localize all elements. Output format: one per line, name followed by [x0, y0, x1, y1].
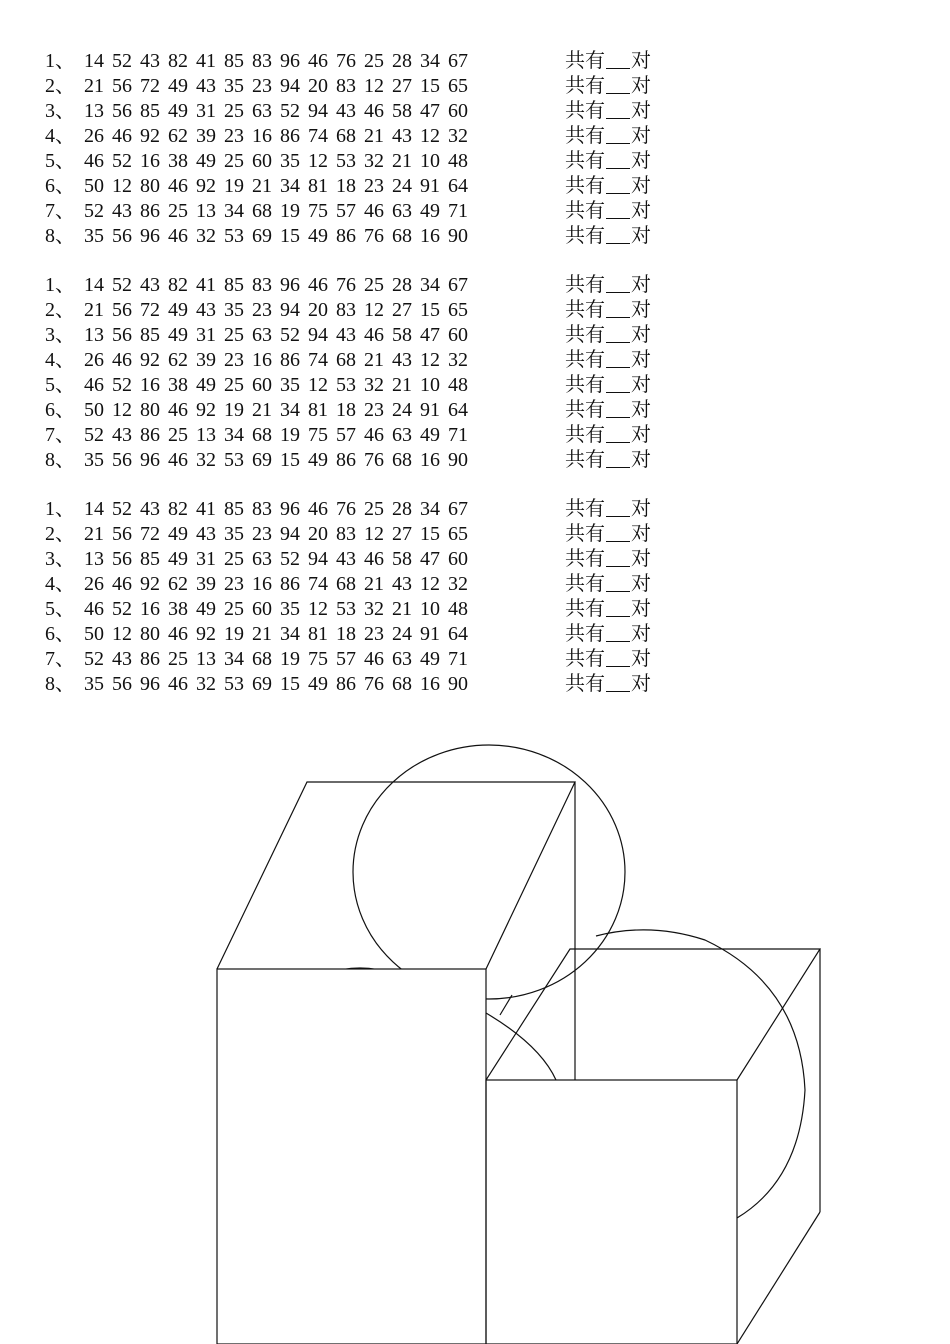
row-index: 3、 — [45, 324, 75, 346]
prompt-prefix: 共有 — [565, 449, 605, 471]
row-index: 5、 — [45, 598, 75, 620]
prompt-suffix: 对 — [631, 399, 651, 421]
prompt-prefix: 共有 — [565, 598, 605, 620]
left-cube-front-face — [217, 969, 486, 1344]
prompt-suffix: 对 — [631, 598, 651, 620]
row-numbers: 50 12 80 46 92 19 21 34 81 18 23 24 91 64 — [84, 623, 468, 645]
prompt-prefix: 共有 — [565, 175, 605, 197]
row-index: 8、 — [45, 673, 75, 695]
row-index: 8、 — [45, 225, 75, 247]
row-index: 3、 — [45, 548, 75, 570]
row-numbers: 50 12 80 46 92 19 21 34 81 18 23 24 91 64 — [84, 175, 468, 197]
row-index: 6、 — [45, 399, 75, 421]
prompt-suffix: 对 — [631, 648, 651, 670]
row-index: 2、 — [45, 75, 75, 97]
row-index: 5、 — [45, 150, 75, 172]
prompt-suffix: 对 — [631, 523, 651, 545]
row-numbers: 13 56 85 49 31 25 63 52 94 43 46 58 47 60 — [84, 548, 468, 570]
prompt-prefix: 共有 — [565, 200, 605, 222]
prompt-prefix: 共有 — [565, 573, 605, 595]
row-index: 4、 — [45, 125, 75, 147]
row-index: 1、 — [45, 50, 75, 72]
row-numbers: 46 52 16 38 49 25 60 35 12 53 32 21 10 48 — [84, 598, 468, 620]
prompt-suffix: 对 — [631, 424, 651, 446]
row-index: 1、 — [45, 498, 75, 520]
prompt-suffix: 对 — [631, 349, 651, 371]
row-index: 7、 — [45, 648, 75, 670]
prompt-prefix: 共有 — [565, 424, 605, 446]
top-circle — [353, 745, 625, 999]
row-index: 2、 — [45, 523, 75, 545]
prompt-suffix: 对 — [631, 225, 651, 247]
prompt-suffix: 对 — [631, 200, 651, 222]
prompt-prefix: 共有 — [565, 498, 605, 520]
prompt-suffix: 对 — [631, 324, 651, 346]
prompt-suffix: 对 — [631, 175, 651, 197]
prompt-suffix: 对 — [631, 548, 651, 570]
inner-arc-1 — [486, 1013, 556, 1080]
row-numbers: 26 46 92 62 39 23 16 86 74 68 21 43 12 32 — [84, 349, 468, 371]
prompt-suffix: 对 — [631, 573, 651, 595]
prompt-prefix: 共有 — [565, 623, 605, 645]
row-index: 5、 — [45, 374, 75, 396]
prompt-suffix: 对 — [631, 100, 651, 122]
prompt-suffix: 对 — [631, 374, 651, 396]
row-numbers: 21 56 72 49 43 35 23 94 20 83 12 27 15 65 — [84, 75, 468, 97]
prompt-suffix: 对 — [631, 498, 651, 520]
prompt-prefix: 共有 — [565, 125, 605, 147]
prompt-prefix: 共有 — [565, 349, 605, 371]
row-numbers: 21 56 72 49 43 35 23 94 20 83 12 27 15 65 — [84, 299, 468, 321]
row-numbers: 35 56 96 46 32 53 69 15 49 86 76 68 16 90 — [84, 225, 468, 247]
prompt-prefix: 共有 — [565, 399, 605, 421]
prompt-prefix: 共有 — [565, 299, 605, 321]
row-numbers: 13 56 85 49 31 25 63 52 94 43 46 58 47 60 — [84, 324, 468, 346]
prompt-suffix: 对 — [631, 274, 651, 296]
prompt-prefix: 共有 — [565, 673, 605, 695]
row-numbers: 13 56 85 49 31 25 63 52 94 43 46 58 47 60 — [84, 100, 468, 122]
row-index: 1、 — [45, 274, 75, 296]
row-numbers: 50 12 80 46 92 19 21 34 81 18 23 24 91 64 — [84, 399, 468, 421]
right-cube-front-face — [486, 1080, 737, 1344]
prompt-suffix: 对 — [631, 125, 651, 147]
prompt-suffix: 对 — [631, 50, 651, 72]
prompt-suffix: 对 — [631, 673, 651, 695]
row-numbers: 14 52 43 82 41 85 83 96 46 76 25 28 34 67 — [84, 274, 468, 296]
right-circle — [596, 930, 805, 1218]
row-numbers: 21 56 72 49 43 35 23 94 20 83 12 27 15 65 — [84, 523, 468, 545]
row-index: 7、 — [45, 424, 75, 446]
prompt-prefix: 共有 — [565, 648, 605, 670]
left-cube-top-face — [217, 782, 575, 969]
row-numbers: 26 46 92 62 39 23 16 86 74 68 21 43 12 32 — [84, 573, 468, 595]
prompt-prefix: 共有 — [565, 150, 605, 172]
row-numbers: 52 43 86 25 13 34 68 19 75 57 46 63 49 71 — [84, 200, 468, 222]
row-index: 4、 — [45, 573, 75, 595]
prompt-prefix: 共有 — [565, 523, 605, 545]
row-index: 6、 — [45, 175, 75, 197]
row-numbers: 14 52 43 82 41 85 83 96 46 76 25 28 34 67 — [84, 498, 468, 520]
row-numbers: 46 52 16 38 49 25 60 35 12 53 32 21 10 48 — [84, 150, 468, 172]
prompt-prefix: 共有 — [565, 548, 605, 570]
prompt-prefix: 共有 — [565, 225, 605, 247]
row-numbers: 52 43 86 25 13 34 68 19 75 57 46 63 49 71 — [84, 424, 468, 446]
row-index: 2、 — [45, 299, 75, 321]
right-cube-bottom-edge — [737, 1212, 820, 1344]
row-numbers: 46 52 16 38 49 25 60 35 12 53 32 21 10 48 — [84, 374, 468, 396]
prompt-suffix: 对 — [631, 150, 651, 172]
prompt-suffix: 对 — [631, 299, 651, 321]
prompt-prefix: 共有 — [565, 374, 605, 396]
row-index: 3、 — [45, 100, 75, 122]
prompt-prefix: 共有 — [565, 50, 605, 72]
prompt-prefix: 共有 — [565, 274, 605, 296]
row-index: 7、 — [45, 200, 75, 222]
row-index: 6、 — [45, 623, 75, 645]
prompt-prefix: 共有 — [565, 324, 605, 346]
row-numbers: 35 56 96 46 32 53 69 15 49 86 76 68 16 90 — [84, 449, 468, 471]
prompt-suffix: 对 — [631, 623, 651, 645]
right-cube-top-face — [486, 949, 820, 1080]
prompt-suffix: 对 — [631, 449, 651, 471]
row-numbers: 14 52 43 82 41 85 83 96 46 76 25 28 34 67 — [84, 50, 468, 72]
prompt-prefix: 共有 — [565, 75, 605, 97]
prompt-prefix: 共有 — [565, 100, 605, 122]
row-numbers: 35 56 96 46 32 53 69 15 49 86 76 68 16 90 — [84, 673, 468, 695]
row-index: 4、 — [45, 349, 75, 371]
row-numbers: 26 46 92 62 39 23 16 86 74 68 21 43 12 32 — [84, 125, 468, 147]
prompt-suffix: 对 — [631, 75, 651, 97]
row-numbers: 52 43 86 25 13 34 68 19 75 57 46 63 49 71 — [84, 648, 468, 670]
row-index: 8、 — [45, 449, 75, 471]
